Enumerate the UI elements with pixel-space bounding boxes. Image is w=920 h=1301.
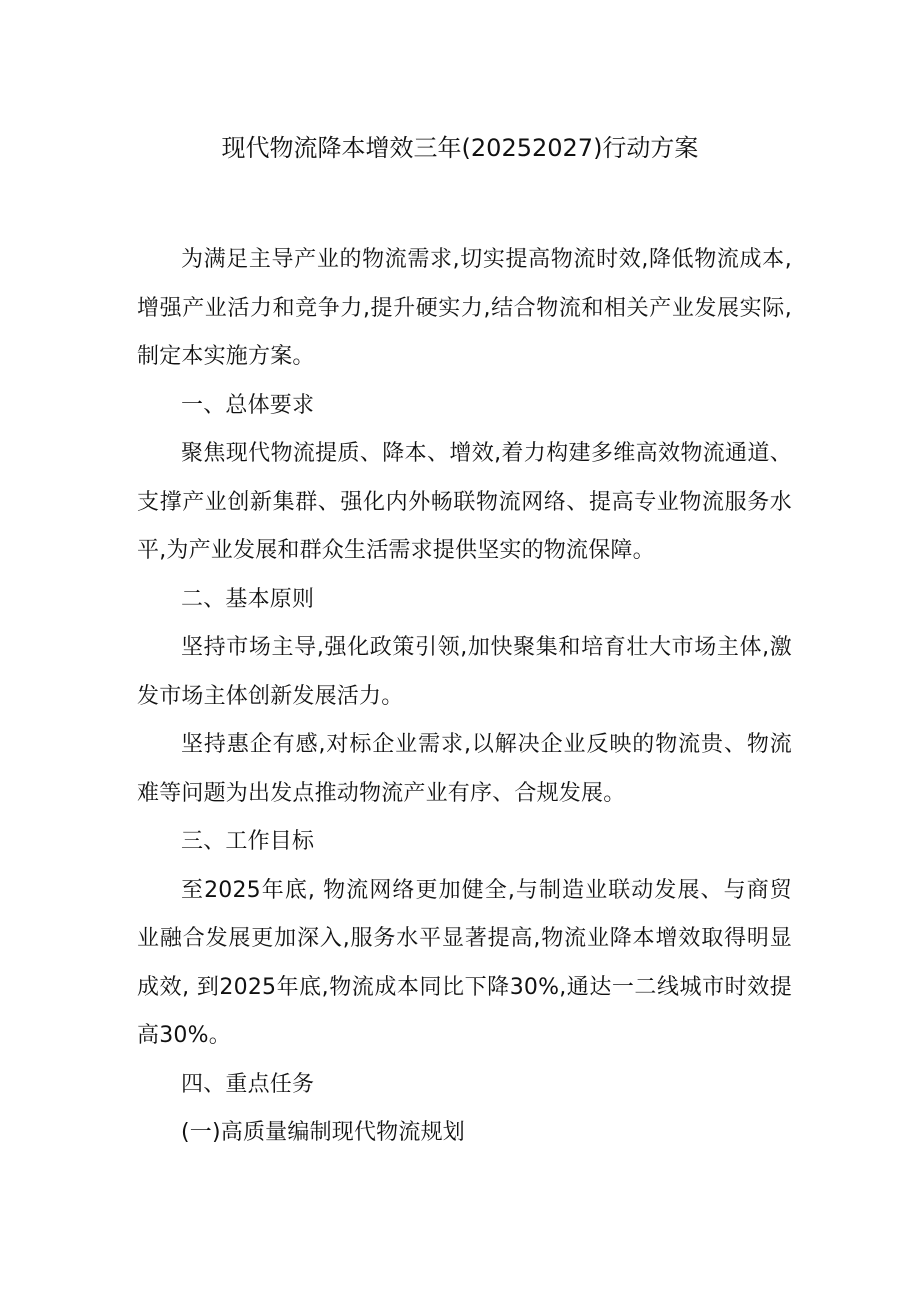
section-heading-key-tasks: 四、重点任务 xyxy=(181,1071,315,1097)
section-heading-overall-requirements: 一、总体要求 xyxy=(181,392,315,418)
section-paragraph-principle-enterprise: 坚持惠企有感,对标企业需求,以解决企业反映的物流贵、物流难等问题为出发点推动物流产业有序、合规发展。 xyxy=(137,732,792,806)
intro-paragraph: 为满足主导产业的物流需求,切实提高物流时效,降低物流成本,增强产业活力和竞争力,提升硬实力,结合物流和相关产业发展实际,制定本实施方案。 xyxy=(137,247,792,369)
document-title: 现代物流降本增效三年(20252027)行动方案 xyxy=(221,134,699,162)
section-heading-basic-principles: 二、基本原则 xyxy=(181,586,315,612)
section-paragraph-work-goals: 至2025年底, 物流网络更加健全,与制造业联动发展、与商贸业融合发展更加深入,服务水平显著提高,物流业降本增效取得明显成效, 到2025年底,物流成本同比下降30%,通达一二线城市时效提高30%。 xyxy=(137,877,792,1048)
subsection-heading-logistics-planning: (一)高质量编制现代物流规划 xyxy=(181,1120,465,1145)
section-paragraph-overall-requirements: 聚焦现代物流提质、降本、增效,着力构建多维高效物流通道、支撑产业创新集群、强化内外畅联物流网络、提高专业物流服务水平,为产业发展和群众生活需求提供坚实的物流保障。 xyxy=(137,441,792,563)
section-heading-work-goals: 三、工作目标 xyxy=(181,829,315,854)
document-body xyxy=(137,236,792,1158)
section-paragraph-principle-market: 坚持市场主导,强化政策引领,加快聚集和培育壮大市场主体,激发市场主体创新发展活力。 xyxy=(137,635,792,709)
